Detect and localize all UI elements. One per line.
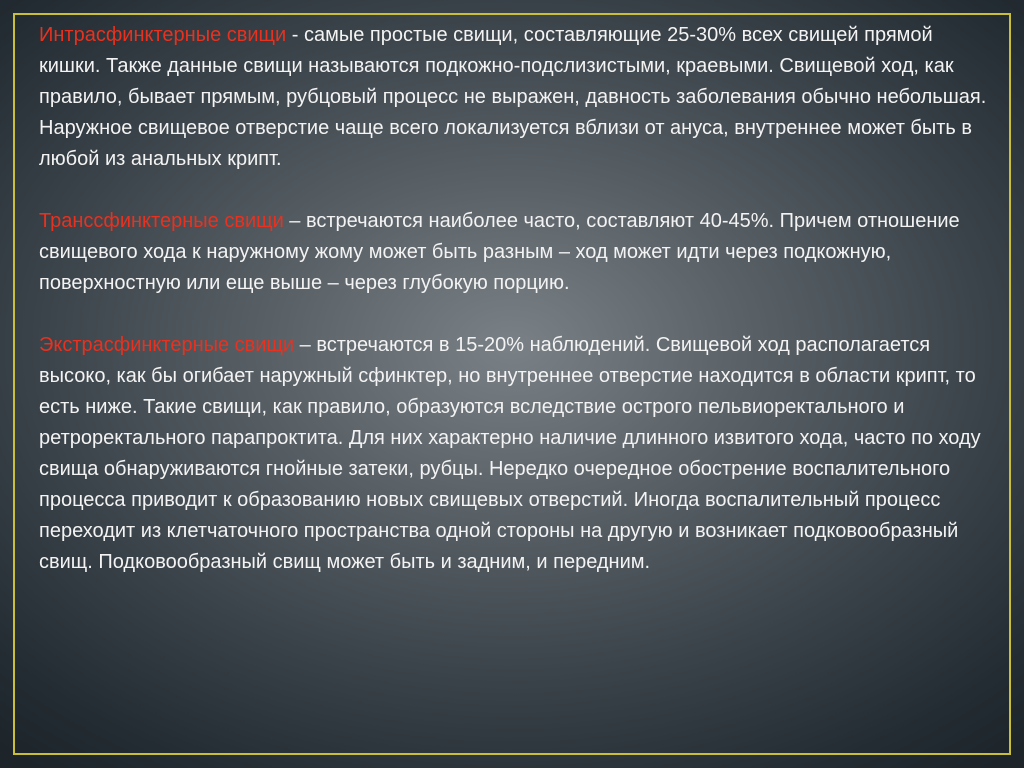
- paragraph-intrasphincteric: [39, 20, 989, 175]
- slide-text-body: [39, 20, 989, 609]
- paragraph-text: - самые простые свищи, составляющие 25-30% всех свищей прямой кишки. Также данные свищи называются подкожно-подслизистыми, краевыми. Свищевой ход, как правило, бывает прямым, рубцовый процесс не выражен, давность заболевания обычно небольшая. Наружное свищевое отверстие чаще всего локализуется вблизи от ануса, внутреннее может быть в любой из анальных крипт.: [39, 24, 987, 170]
- paragraph-transsphincteric: [39, 206, 989, 299]
- paragraph-text: – встречаются наиболее часто, составляют 40-45%. Причем отношение свищевого хода к наружному жому может быть разным – ход может идти через подкожную, поверхностную или еще выше – через глубокую порцию.: [39, 210, 960, 294]
- term-intrasphincteric: Интрасфинктерные свищи: [39, 24, 287, 46]
- term-transsphincteric: Транссфинктерные свищи: [39, 210, 284, 232]
- paragraph-extrasphincteric: [39, 330, 989, 578]
- term-extrasphincteric: Экстрасфинктерные свищи: [39, 334, 295, 356]
- paragraph-text: – встречаются в 15-20% наблюдений. Свищевой ход располагается высоко, как бы огибает наружный сфинктер, но внутреннее отверстие находится в области крипт, то есть ниже. Такие свищи, как правило, образуются вследствие острого пельвиоректального и ретроректального парапроктита. Для них характерно наличие длинного извитого хода, часто по ходу свища обнаруживаются гнойные затеки, рубцы. Нередко очередное обострение воспалительного процесса приводит к образованию новых свищевых отверстий. Иногда воспалительный процесс переходит из клетчаточного пространства одной стороны на другую и возникает подковообразный свищ. Подковообразный свищ может быть и задним, и передним.: [39, 334, 981, 573]
